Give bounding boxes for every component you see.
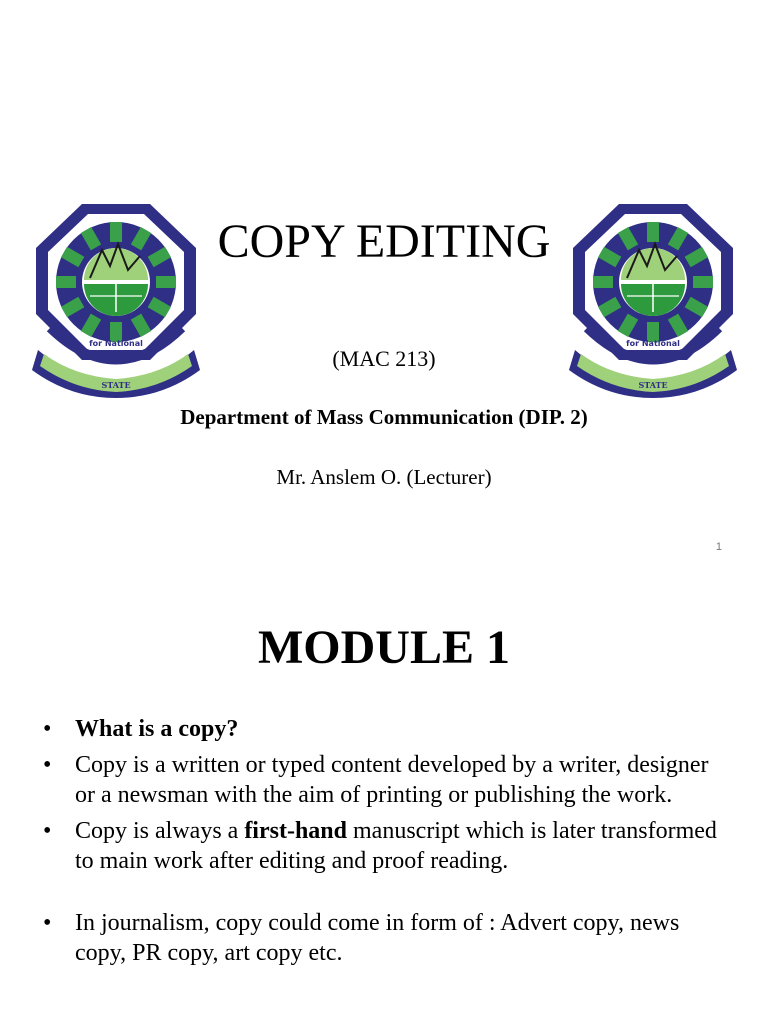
svg-text:for National: for National — [89, 339, 143, 348]
svg-text:for National: for National — [626, 339, 680, 348]
slide-title: COPY EDITING — [217, 215, 551, 268]
svg-text:STATE: STATE — [638, 380, 668, 390]
bullet-list — [0, 714, 720, 974]
page-number: 1 — [715, 541, 722, 553]
department-line: Department of Mass Communication (DIP. 2) — [180, 405, 588, 429]
bullet-item — [0, 750, 720, 810]
bullet-text: Copy is a written or typed content developed by a writer, designer or a newsman with the aim of printing or publishing the work. — [75, 752, 709, 808]
lecturer-line: Mr. Anslem O. (Lecturer) — [276, 465, 492, 489]
bullet-text: Copy is always a — [75, 818, 245, 844]
bullet-text: In journalism, copy could come in form of : Advert copy, news copy, PR copy, art copy etc. — [75, 910, 680, 966]
bullet-bold-text: What is a copy? — [75, 716, 239, 742]
bullet-item — [0, 908, 720, 968]
bullet-bold-text: first-hand — [244, 818, 347, 844]
slide-2 — [0, 578, 768, 1024]
bullet-item — [0, 714, 720, 744]
module-heading: MODULE 1 — [258, 621, 510, 674]
bullet-item — [0, 816, 720, 876]
svg-text:STATE: STATE — [101, 380, 131, 390]
bullet-text: manuscript which is later transformed to main work after editing and proof reading. — [75, 818, 717, 874]
course-code: (MAC 213) — [332, 346, 436, 371]
